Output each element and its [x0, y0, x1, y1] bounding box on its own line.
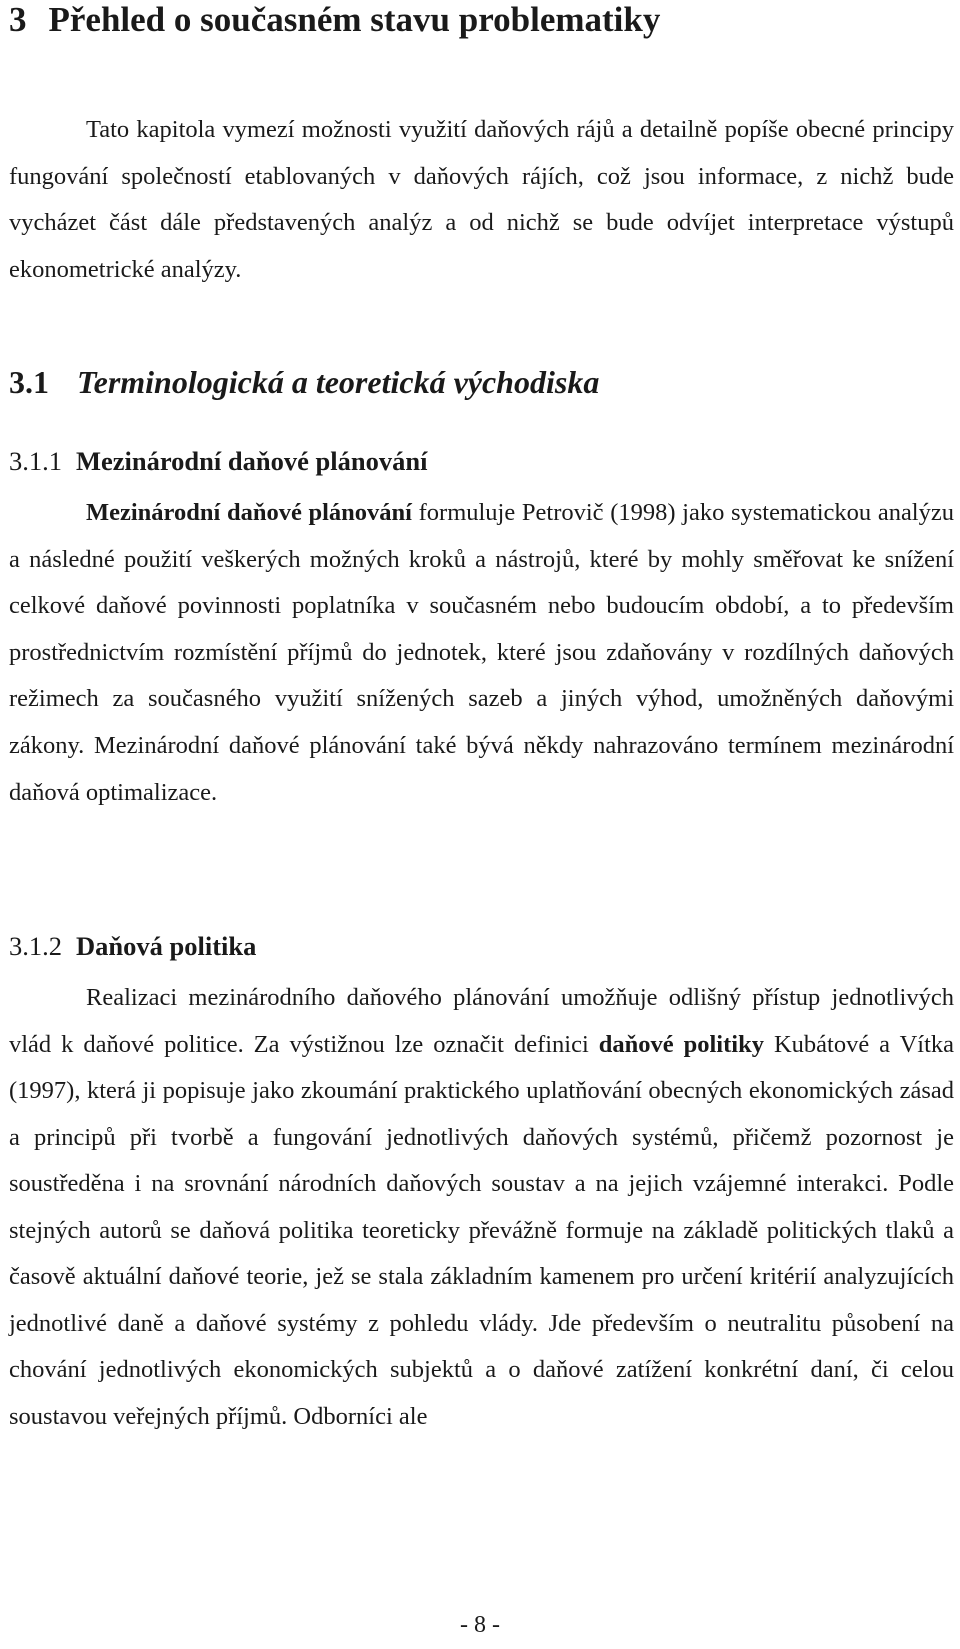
paragraph-text: formuluje Petrovič (1998) jako systematickou analýzu a následné použití veškerých možných kroků a nástrojů, které by mohly směřovat ke snížení celkové daňové povinnosti poplatníka v současném nebo budoucím období, a to především prostřednictvím rozmístění příjmů do jednotek, které jsou zdaňovány v rozdílných daňových režimech za současného využití snížených sazeb a jiných výhod, umožněných daňovými zákony. Mezinárodní daňové plánování také bývá někdy nahrazováno termínem mezinárodní daňová optimalizace. [9, 499, 954, 806]
subsection-heading-1 [9, 444, 427, 478]
section-number: 3.1 [9, 364, 49, 400]
subsection-title-2: Daňová politika [76, 931, 257, 961]
paragraph-international-tax-planning [9, 490, 954, 816]
subsection-number-1: 3.1.1 [9, 446, 62, 476]
intro-paragraph: Tato kapitola vymezí možnosti využití daňových rájů a detailně popíše obecné principy fungování společností etablovaných v daňových rájích, což jsou informace, z nichž bude vycházet část dále představených analýz a od nichž se bude odvíjet interpretace výstupů ekonometrické analýzy. [9, 116, 954, 283]
paragraph-text-before: Realizaci mezinárodního daňového plánování umožňuje odlišný přístup jednotlivých vlád k daňové politice. Za výstižnou lze označit definici [9, 984, 954, 1058]
paragraph-tax-policy [9, 975, 954, 1440]
subsection-number-2: 3.1.2 [9, 931, 62, 961]
subsection-title-1: Mezinárodní daňové plánování [76, 446, 428, 476]
section-heading [9, 362, 599, 402]
chapter-number: 3 [9, 0, 27, 39]
section-title: Terminologická a teoretická východiska [77, 364, 600, 400]
chapter-title: Přehled o současném stavu problematiky [48, 0, 661, 39]
paragraph-text-after: Kubátové a Vítka (1997), která ji popisuje jako zkoumání praktického uplatňování obecných ekonomických zásad a principů při tvorbě a fungování jednotlivých daňových systémů, přičemž pozornost je soustředěna i na srovnání národních daňových soustav a na jejich vzájemné interakci. Podle stejných autorů se daňová politika teoreticky převážně formuje na základě politických tlaků a časově aktuální daňové teorie, jež se stala základním kamenem pro určení kritérií analyzujících jednotlivé daně a daňové systémy z pohledu vlády. Jde především o neutralitu působení na chování jednotlivých ekonomických subjektů a o daňové zatížení konkrétní daní, či celou soustavou veřejných příjmů. Odborníci ale [9, 1030, 955, 1430]
chapter-heading [9, 0, 660, 40]
subsection-heading-2 [9, 929, 256, 963]
term-tax-policy: daňové politiky [598, 1030, 764, 1058]
page-number: - 8 - [460, 1612, 500, 1638]
term-international-tax-planning: Mezinárodní daňové plánování [86, 499, 412, 526]
